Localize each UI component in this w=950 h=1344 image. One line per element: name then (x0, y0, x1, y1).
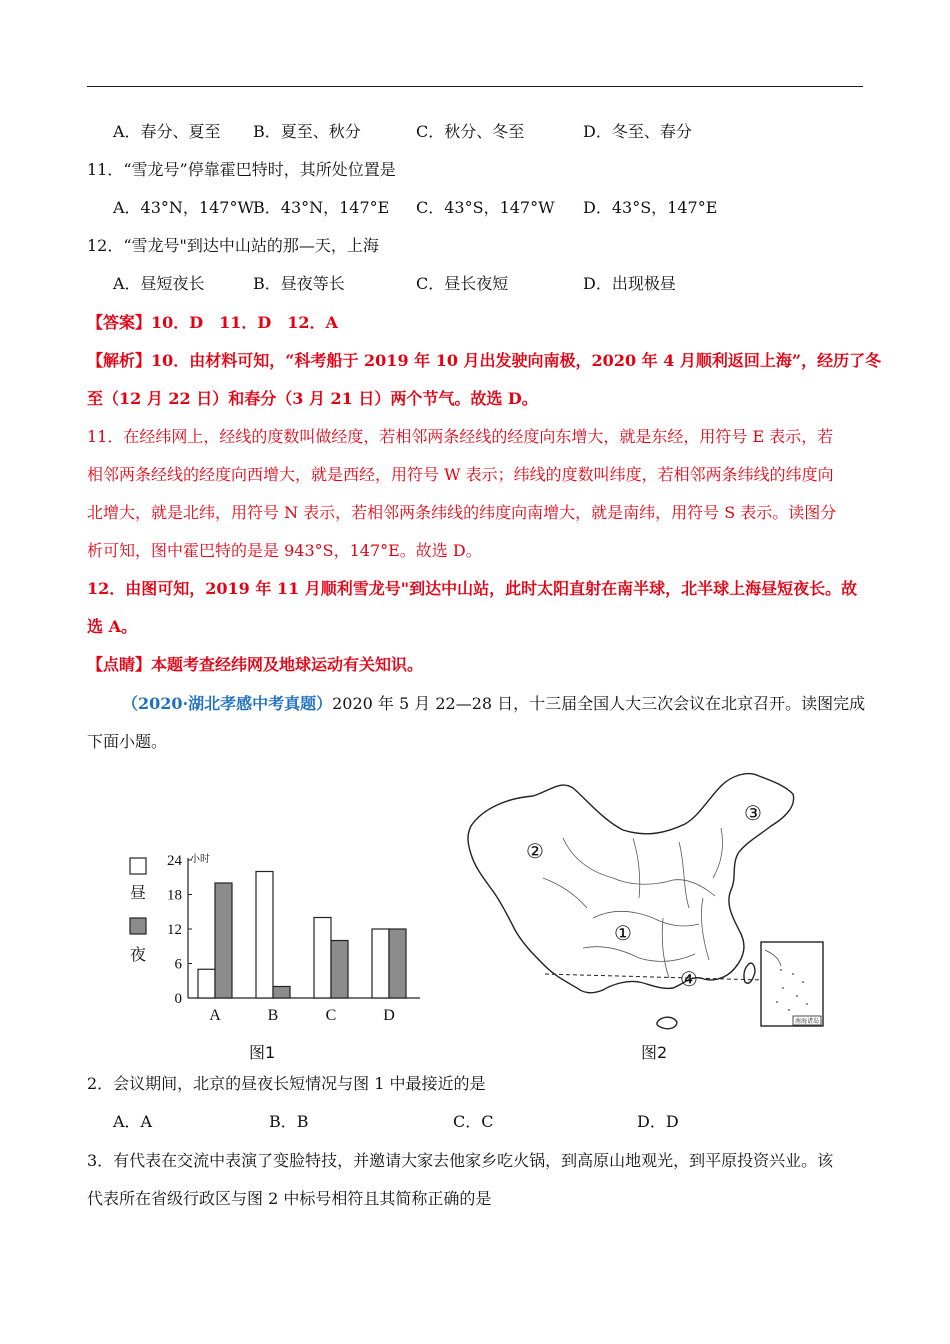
comment-line: 【点睛】本题考查经纬网及地球运动有关知识。 (87, 655, 424, 674)
analysis-line-2: 至（12 月 22 日）和春分（3 月 21 日）两个节气。故选 D。 (87, 389, 538, 408)
q2-option-a[interactable]: A．A (113, 1112, 153, 1131)
q12-option-c[interactable]: C．昼长夜短 (416, 274, 509, 293)
bar-D-day (372, 929, 389, 998)
answer-line: 【答案】10．D 11．D 12．A (87, 313, 338, 332)
q11-stem: 11．“雪龙号”停靠霍巴特时，其所处位置是 (87, 160, 396, 179)
q12-option-b[interactable]: B．昼夜等长 (253, 274, 345, 293)
legend-label-day: 昼 (129, 885, 147, 902)
map-label-3: ③ (744, 803, 762, 825)
header-rule (87, 86, 863, 87)
y-axis-label: 小时 (190, 854, 210, 865)
q2-option-b[interactable]: B．B (269, 1112, 309, 1131)
figure-1-caption: 图1 (249, 1043, 276, 1062)
analysis-line-7: 12．由图可知，2019 年 11 月顺利雪龙号"到达中山站，此时太阳直射在南半球，北半球上海昼短夜长。故 (87, 579, 858, 598)
figure-2-map (463, 768, 835, 1030)
q2-option-c[interactable]: C．C (453, 1112, 494, 1131)
x-tick-label: D (383, 1007, 395, 1024)
legend-swatch-night (130, 918, 146, 934)
bar-D-night (389, 929, 406, 998)
figure-2-caption: 图2 (641, 1043, 668, 1062)
bar-B-day (256, 872, 273, 999)
bar-chart (120, 850, 430, 1030)
analysis-line-6: 析可知，图中霍巴特的是是 943°S，147°E。故选 D。 (87, 541, 482, 560)
map-label-1: ① (614, 923, 632, 945)
map-label-4: ④ (680, 969, 698, 991)
q11-option-a[interactable]: A．43°N，147°W (113, 198, 254, 217)
q12-stem: 12．“雪龙号"到达中山站的那—天，上海 (87, 236, 379, 255)
analysis-line-8: 选 A。 (87, 617, 137, 636)
analysis-line-1: 【解析】10．由材料可知，“科考船于 2019 年 10 月出发驶向南极，2020 年 4 月顺利返回上海”，经历了冬 (87, 351, 882, 370)
legend-swatch-day (130, 858, 146, 874)
q11-option-b[interactable]: B．43°N，147°E (253, 198, 390, 217)
map-label-2: ② (526, 841, 544, 863)
intro-source: （2020·湖北孝感中考真题） (122, 694, 333, 713)
q3-line-1: 3．有代表在交流中表演了变脸特技，并邀请大家去他家乡吃火锅，到高原山地观光，到平原投资兴业。该 (87, 1151, 834, 1170)
y-tick-label: 6 (174, 956, 182, 973)
y-tick-label: 12 (167, 922, 182, 938)
q10-option-b[interactable]: B．夏至、秋分 (253, 122, 361, 141)
q10-option-d[interactable]: D．冬至、春分 (583, 122, 692, 141)
analysis-line-5: 北增大，就是北纬，用符号 N 表示，若相邻两条纬线的纬度向南增大，就是南纬，用符号 S 表示。读图分 (87, 503, 837, 522)
bar-A-day (198, 969, 215, 998)
bar-C-day (314, 918, 331, 999)
x-tick-label: C (325, 1007, 337, 1024)
q11-option-d[interactable]: D．43°S，147°E (583, 198, 718, 217)
bar-C-night (331, 941, 348, 999)
q11-option-c[interactable]: C．43°S，147°W (416, 198, 555, 217)
intro-text: 2020 年 5 月 22—28 日，十三届全国人大三次会议在北京召开。读图完成 (332, 694, 866, 713)
q10-option-c[interactable]: C．秋分、冬至 (416, 122, 525, 141)
bar-B-night (273, 987, 290, 999)
figure-1-chart (120, 850, 430, 1030)
bar-A-night (215, 883, 232, 998)
analysis-line-4: 相邻两条经线的经度向西增大，就是西经，用符号 W 表示；纬线的度数叫纬度，若相邻两条纬线的纬度向 (87, 465, 834, 484)
q2-option-d[interactable]: D．D (637, 1112, 679, 1131)
y-tick-label: 24 (167, 853, 182, 869)
y-tick-label: 0 (174, 991, 182, 1007)
intro-line-1 (122, 694, 865, 714)
south-china-sea-inset (761, 942, 823, 1026)
legend-label-night: 夜 (129, 947, 147, 964)
q12-option-a[interactable]: A．昼短夜长 (113, 274, 205, 293)
q12-option-d[interactable]: D．出现极昼 (583, 274, 676, 293)
intro-line-2: 下面小题。 (87, 732, 168, 751)
q3-line-2: 代表所在省级行政区与图 2 中标号相符且其简称正确的是 (87, 1189, 492, 1208)
y-tick-label: 18 (167, 887, 182, 904)
q10-option-a[interactable]: A．春分、夏至 (113, 122, 221, 141)
china-map (463, 768, 835, 1030)
hainan-island (657, 1017, 677, 1029)
inset-label: 南海诸岛 (794, 1019, 820, 1025)
x-tick-label: A (209, 1007, 221, 1024)
analysis-line-3: 11．在经纬网上，经线的度数叫做经度，若相邻两条经线的经度向东增大，就是东经，用符号 E 表示，若 (87, 427, 834, 446)
q2-stem: 2．会议期间，北京的昼夜长短情况与图 1 中最接近的是 (87, 1074, 486, 1093)
x-tick-label: B (267, 1007, 279, 1024)
taiwan-island (744, 963, 755, 983)
